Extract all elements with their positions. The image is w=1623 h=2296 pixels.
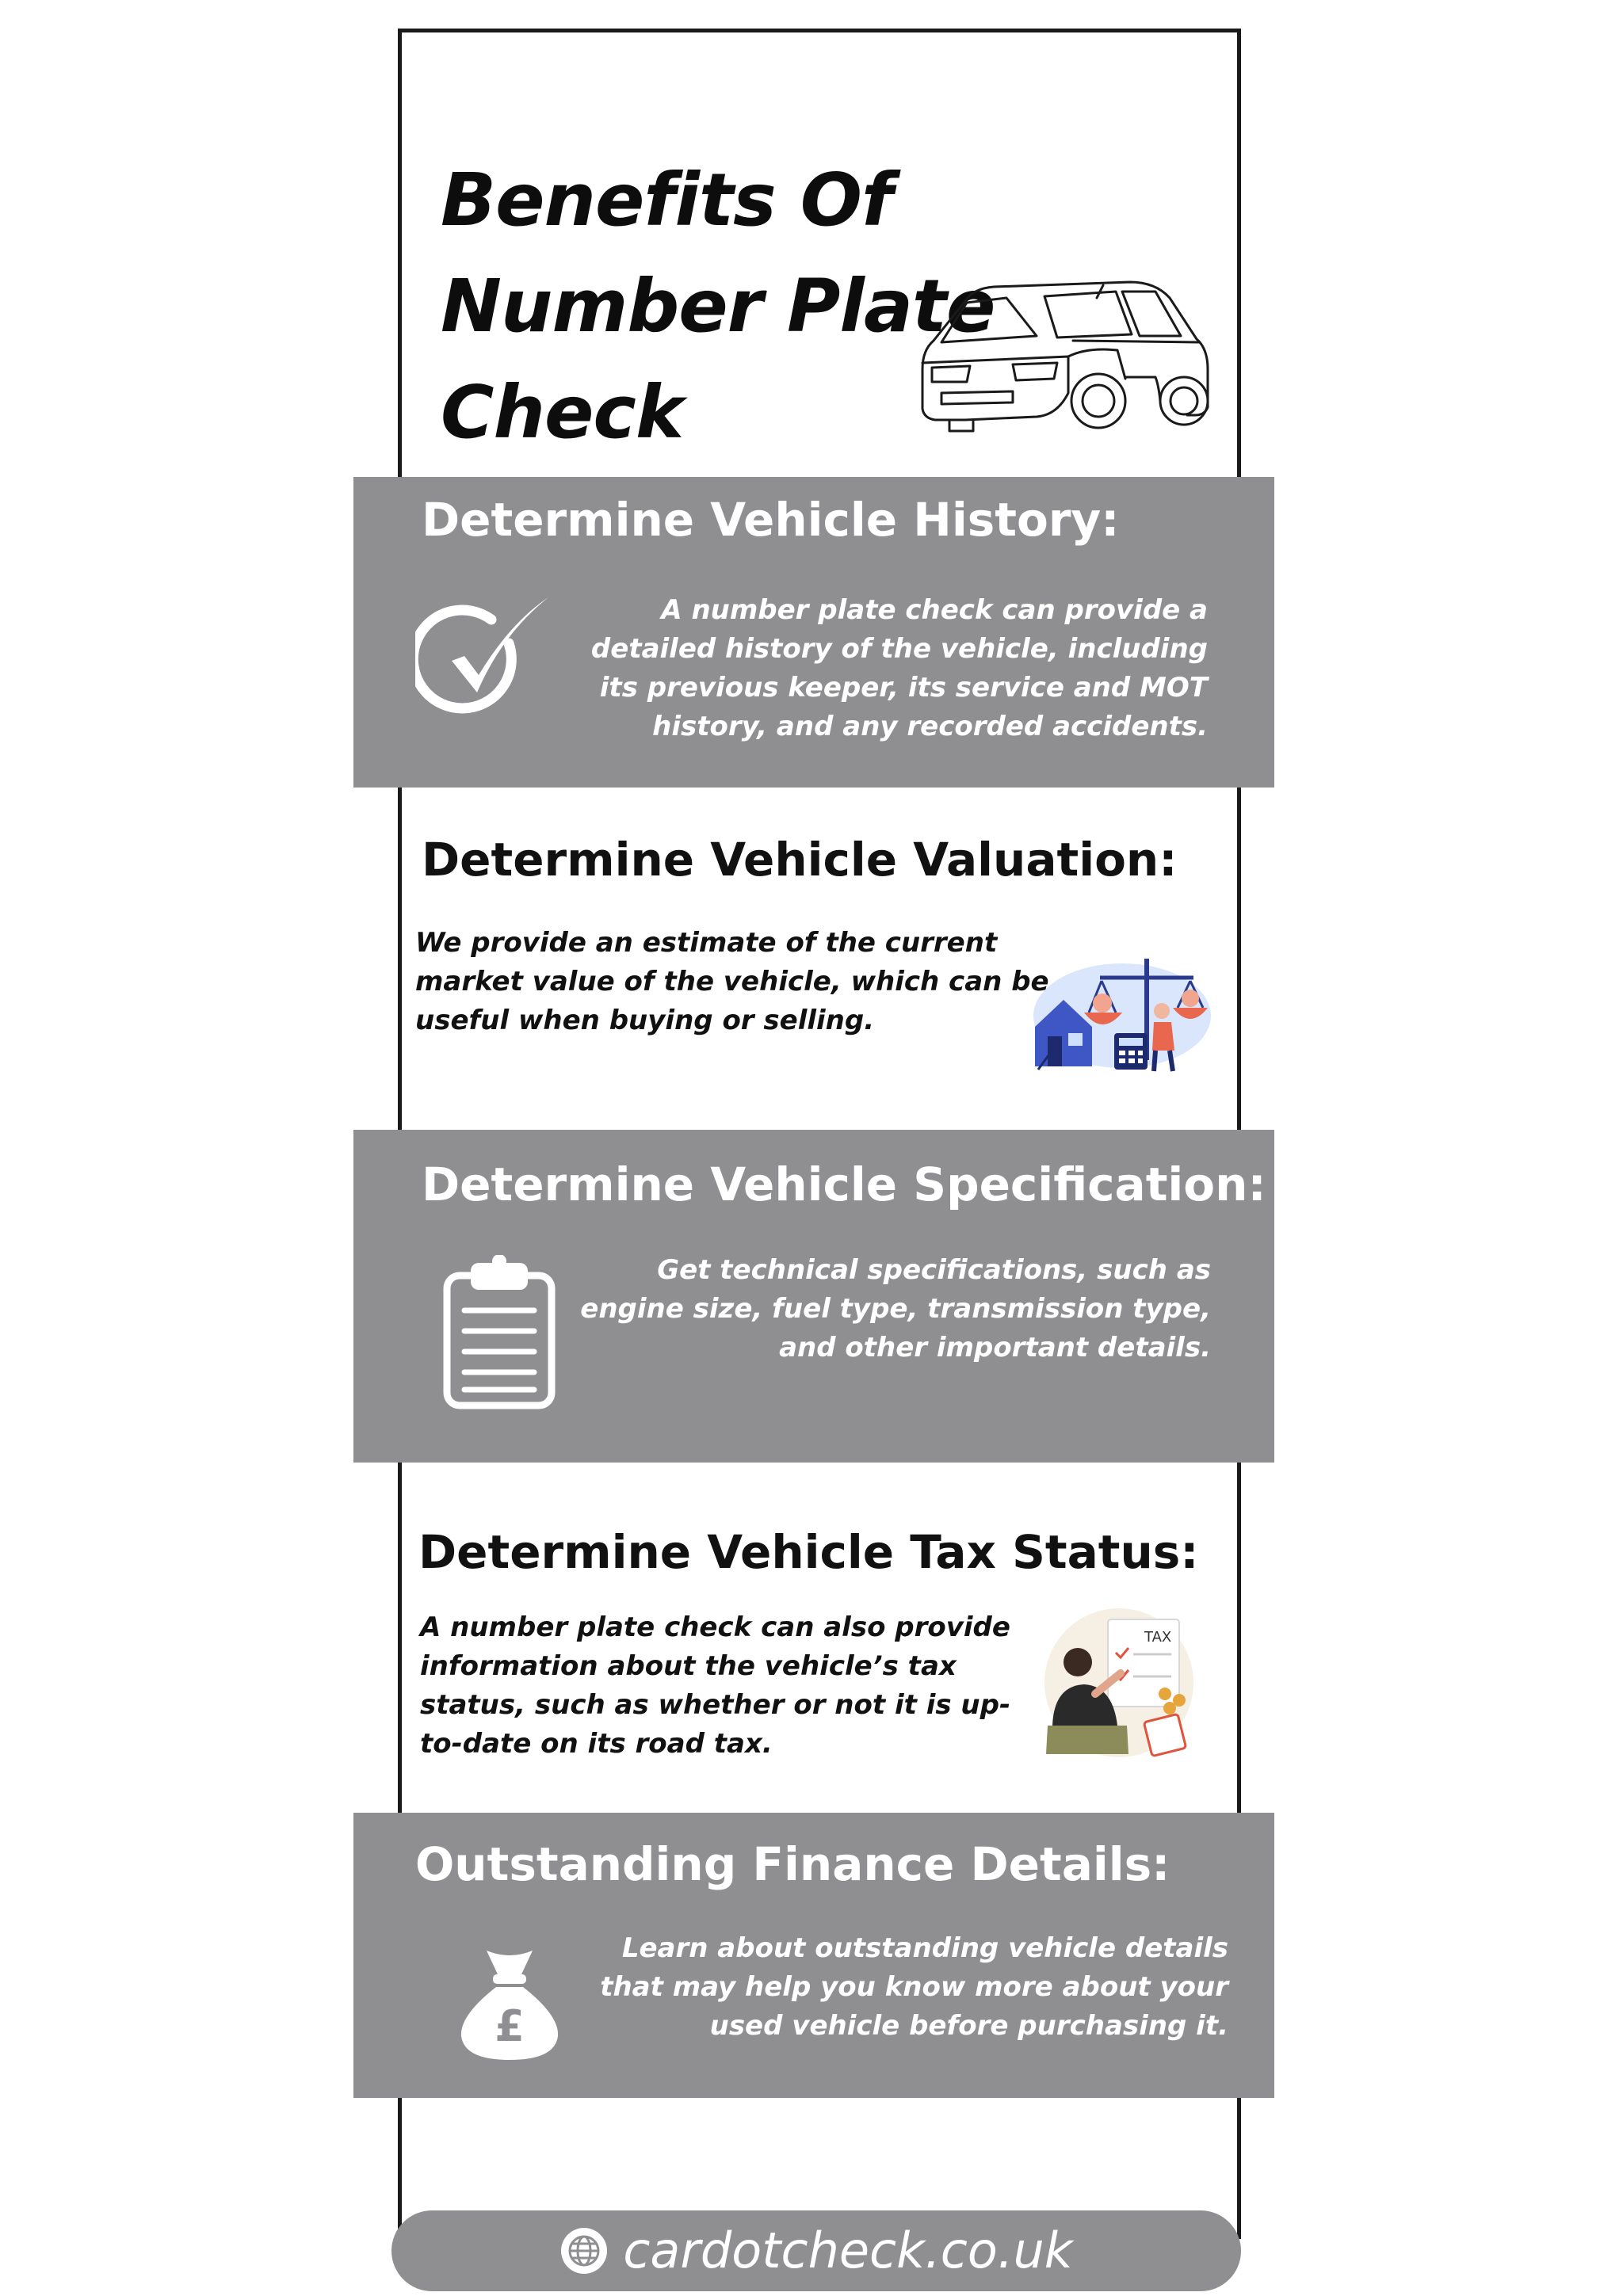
clipboard-icon [442,1255,556,1410]
tax-label: TAX [1144,1629,1172,1646]
globe-icon [559,2226,609,2275]
money-bag-pound-icon [455,1943,564,2061]
section-body-valuation: We provide an estimate of the current market value of the vehicle, which can be useful when buying or selling. [415,927,1049,1036]
section-body-specification: Get technical specifications, such as engine size, fuel type, transmission type, and other important details. [580,1254,1211,1363]
page-title: Benefits Of Number Plate Check [441,158,995,455]
section-heading-tax-status: Determine Vehicle Tax Status: [418,1525,1199,1579]
section-heading-valuation: Determine Vehicle Valuation: [422,833,1178,887]
section-heading-finance: Outstanding Finance Details: [415,1837,1170,1891]
section-heading-specification: Determine Vehicle Specification: [422,1158,1266,1211]
valuation-illustration [1027,951,1211,1074]
section-body-history: A number plate check can provide a detailed history of the vehicle, including its previous keeper, its service and MOT history, and any recorded accidents. [590,594,1208,742]
car-icon [918,274,1212,436]
website-link[interactable]: cardotcheck.co.uk [623,2222,1073,2279]
checkmark-circle-icon [415,593,552,719]
pound-symbol: £ [495,2001,525,2051]
tax-illustration [1040,1607,1198,1765]
section-body-tax-status: A number plate check can also provide information about the vehicle’s tax status, such as whether or not it is up-to-date on its road tax. [420,1611,1011,1760]
section-body-finance: Learn about outstanding vehicle details that may help you know more about your used vehicle before purchasing it. [600,1932,1228,2042]
footer-pill [391,2210,1241,2291]
section-heading-history: Determine Vehicle History: [422,493,1120,547]
